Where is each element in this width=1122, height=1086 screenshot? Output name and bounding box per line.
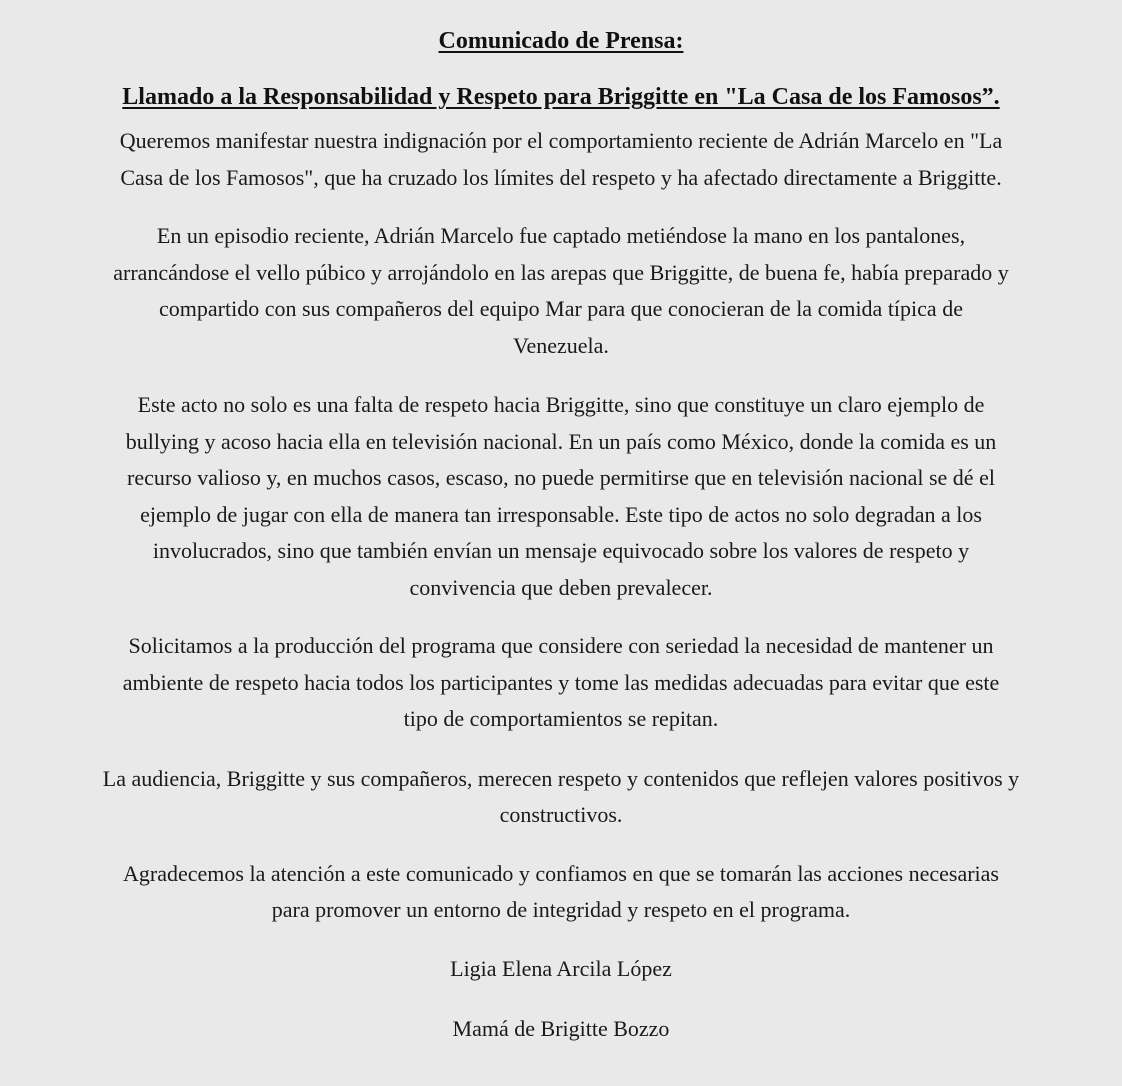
paragraph-line: Venezuela.: [513, 332, 609, 358]
paragraph-line: arrancándose el vello púbico y arrojándolo en las arepas que Briggitte, de buena fe, había preparado y: [113, 259, 1009, 285]
paragraph-line: ejemplo de jugar con ella de manera tan irresponsable. Este tipo de actos no solo degradan a los: [140, 501, 982, 527]
paragraph-disrespect: [10, 387, 1112, 606]
paragraph-line: bullying y acoso hacia ella en televisión nacional. En un país como México, donde la comida es un: [125, 428, 997, 454]
paragraph-intro: [10, 123, 1112, 196]
paragraph-line: En un episodio reciente, Adrián Marcelo fue captado metiéndose la mano en los pantalones,: [156, 223, 966, 248]
paragraph-line: Solicitamos a la producción del programa que considere con seriedad la necesidad de mantener un: [128, 633, 994, 658]
paragraph-line: La audiencia, Briggitte y sus compañeros, merecen respeto y contenidos que reflejen valores positivos y: [102, 765, 1020, 791]
document-title: Llamado a la Responsabilidad y Respeto para Briggitte en "La Casa de los Famosos”.: [122, 84, 1000, 110]
paragraph-line: recurso valioso y, en muchos casos, escaso, no puede permitirse que en televisión nacional se dé el: [127, 465, 995, 490]
paragraph-line: ambiente de respeto hacia todos los participantes y tome las medidas adecuadas para evitar que este: [122, 669, 1000, 695]
paragraph-line: Queremos manifestar nuestra indignación por el comportamiento reciente de Adrián Marcelo en "La: [119, 128, 1003, 153]
paragraph-line: para promover un entorno de integridad y respeto en el programa.: [271, 897, 851, 922]
paragraph-line: convivencia que deben prevalecer.: [409, 574, 713, 600]
paragraph-line: compartido con sus compañeros del equipo Mar para que conocieran de la comida típica de: [159, 296, 963, 321]
paragraph-line: Casa de los Famosos", que ha cruzado los límites del respeto y ha afectado directamente a Briggitte.: [120, 164, 1002, 190]
signature-name: Ligia Elena Arcila López: [450, 955, 672, 981]
signature-role: Mamá de Brigitte Bozzo: [452, 1016, 670, 1041]
paragraph-line: involucrados, sino que también envían un mensaje equivocado sobre los valores de respeto y: [152, 538, 970, 563]
paragraph-line: Agradecemos la atención a este comunicado y confiamos en que se tomarán las acciones necesarias: [123, 860, 999, 886]
paragraph-incident: [10, 218, 1112, 364]
paragraph-request: [10, 628, 1112, 738]
document-heading: Comunicado de Prensa:: [438, 28, 684, 54]
paragraph-closing: [10, 856, 1112, 929]
paragraph-line: constructivos.: [499, 802, 623, 827]
paragraph-audience: [10, 761, 1112, 834]
paragraph-line: Este acto no solo es una falta de respeto hacia Briggitte, sino que constituye un claro ejemplo de: [137, 392, 985, 417]
paragraph-line: tipo de comportamientos se repitan.: [403, 706, 719, 731]
